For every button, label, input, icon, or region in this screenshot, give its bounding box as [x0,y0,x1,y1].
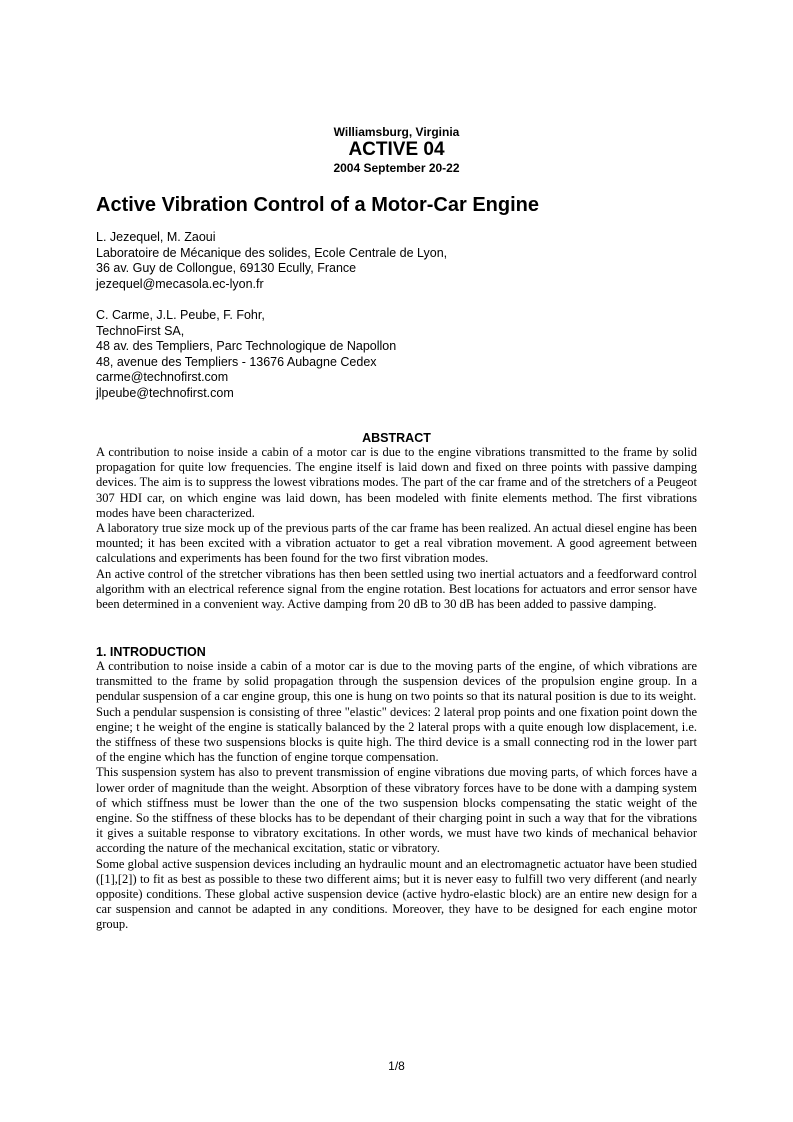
introduction-body [96,659,697,933]
email: carme@technofirst.com [96,370,229,384]
email: jezequel@mecasola.ec-lyon.fr [96,276,264,291]
address: 36 av. Guy de Collongue, 69130 Ecully, France [96,261,357,275]
abstract-body [96,445,697,612]
affiliation-block-2 [96,308,696,401]
email: jlpeube@technofirst.com [96,385,234,400]
abstract-paragraph: An active control of the stretcher vibrations has then been settled using two inertial actuators and a feedforward control algorithm with an electrical reference signal from the engine rotation. Best locations for actuators and error sensor have been determined in a convenient way. Active damping from 20 dB to 30 dB has been added to passive damping. [96,566,697,612]
abstract-paragraph: A contribution to noise inside a cabin of a motor car is due to the engine vibrations transmitted to the frame by solid propagation for quite low frequencies. The engine itself is laid down and fixed on three points with passive damping devices. The aim is to suppress the lowest vibrations modes. The part of the car frame and of the stretchers of a Peugeot 307 HDI car, on which engine was laid down, has been modeled with finite elements method. The first vibrations modes have been characterized. [96,445,697,520]
body-paragraph: This suspension system has also to prevent transmission of engine vibrations due moving parts, of which forces have a lower order of magnitude than the weight. Absorption of these vibratory forces have to be done with a damping system of which stiffness must be lower than the one of the two suspension blocks compensating the static weight of the engine. So the stiffness of these blocks has to be dependant of their charging point in such a way that for the vibrations it gives a suitable response to vibratory excitations. In other words, we must have two kinds of mechanical behavior according the nature of the mechanical excitation, static or vibratory. [96,765,697,856]
conference-venue: Williamsburg, Virginia [333,125,460,139]
abstract-paragraph: A laboratory true size mock up of the previous parts of the car frame has been realized. An actual diesel engine has been mounted; it has been excited with a vibration actuator to get a real vibration movement. A good agreement between calculations and experiments has been found for the two first vibration modes. [96,521,697,566]
institution: Laboratoire de Mécanique des solides, Ecole Centrale de Lyon, [96,245,448,260]
paper-title: Active Vibration Control of a Motor-Car Engine [96,194,539,216]
address: 48, avenue des Templiers - 13676 Aubagne Cedex [96,354,377,369]
section-heading-introduction: 1. INTRODUCTION [96,645,206,659]
affiliation-block-1 [96,230,696,292]
body-paragraph: Some global active suspension devices including an hydraulic mount and an electromagnetic actuator have been studied ([1],[2]) to fit as best as possible to these two different aims; but it is never easy to fulfill two very different (and nearly opposite) conditions. These global active suspension device (active hydro-elastic block) are an entire new design for a car suspension and cannot be adapted in any conditions. Moreover, they have to be designed for each engine motor group. [96,856,697,932]
author-names: C. Carme, J.L. Peube, F. Fohr, [96,308,265,322]
author-names: L. Jezequel, M. Zaoui [96,230,216,244]
abstract-heading: ABSTRACT [362,431,431,445]
address: 48 av. des Templiers, Parc Technologique de Napollon [96,339,397,353]
conference-name: ACTIVE 04 [348,139,445,160]
conference-dates: 2004 September 20-22 [333,161,460,175]
conference-header [0,125,793,175]
page-number: 1/8 [388,1059,405,1073]
body-paragraph: Such a pendular suspension is consisting of three "elastic" devices: 2 lateral prop points and one fixation point down the engine; t he weight of the engine is statically balanced by the 2 lateral props with a quite enough low displacement, i.e. the stiffness of these two suspensions blocks is quite high. The third device is a small connecting rod in the lower part of the engine which has the function of engine torque compensation. [96,704,697,765]
institution: TechnoFirst SA, [96,323,185,338]
body-paragraph: A contribution to noise inside a cabin of a motor car is due to the moving parts of the engine, of which vibrations are transmitted to the frame by solid propagation through the suspension devices of the propulsion engine group. In a pendular suspension of a car engine group, this one is hung on two points so that its natural position is due to its weight. [96,659,697,704]
